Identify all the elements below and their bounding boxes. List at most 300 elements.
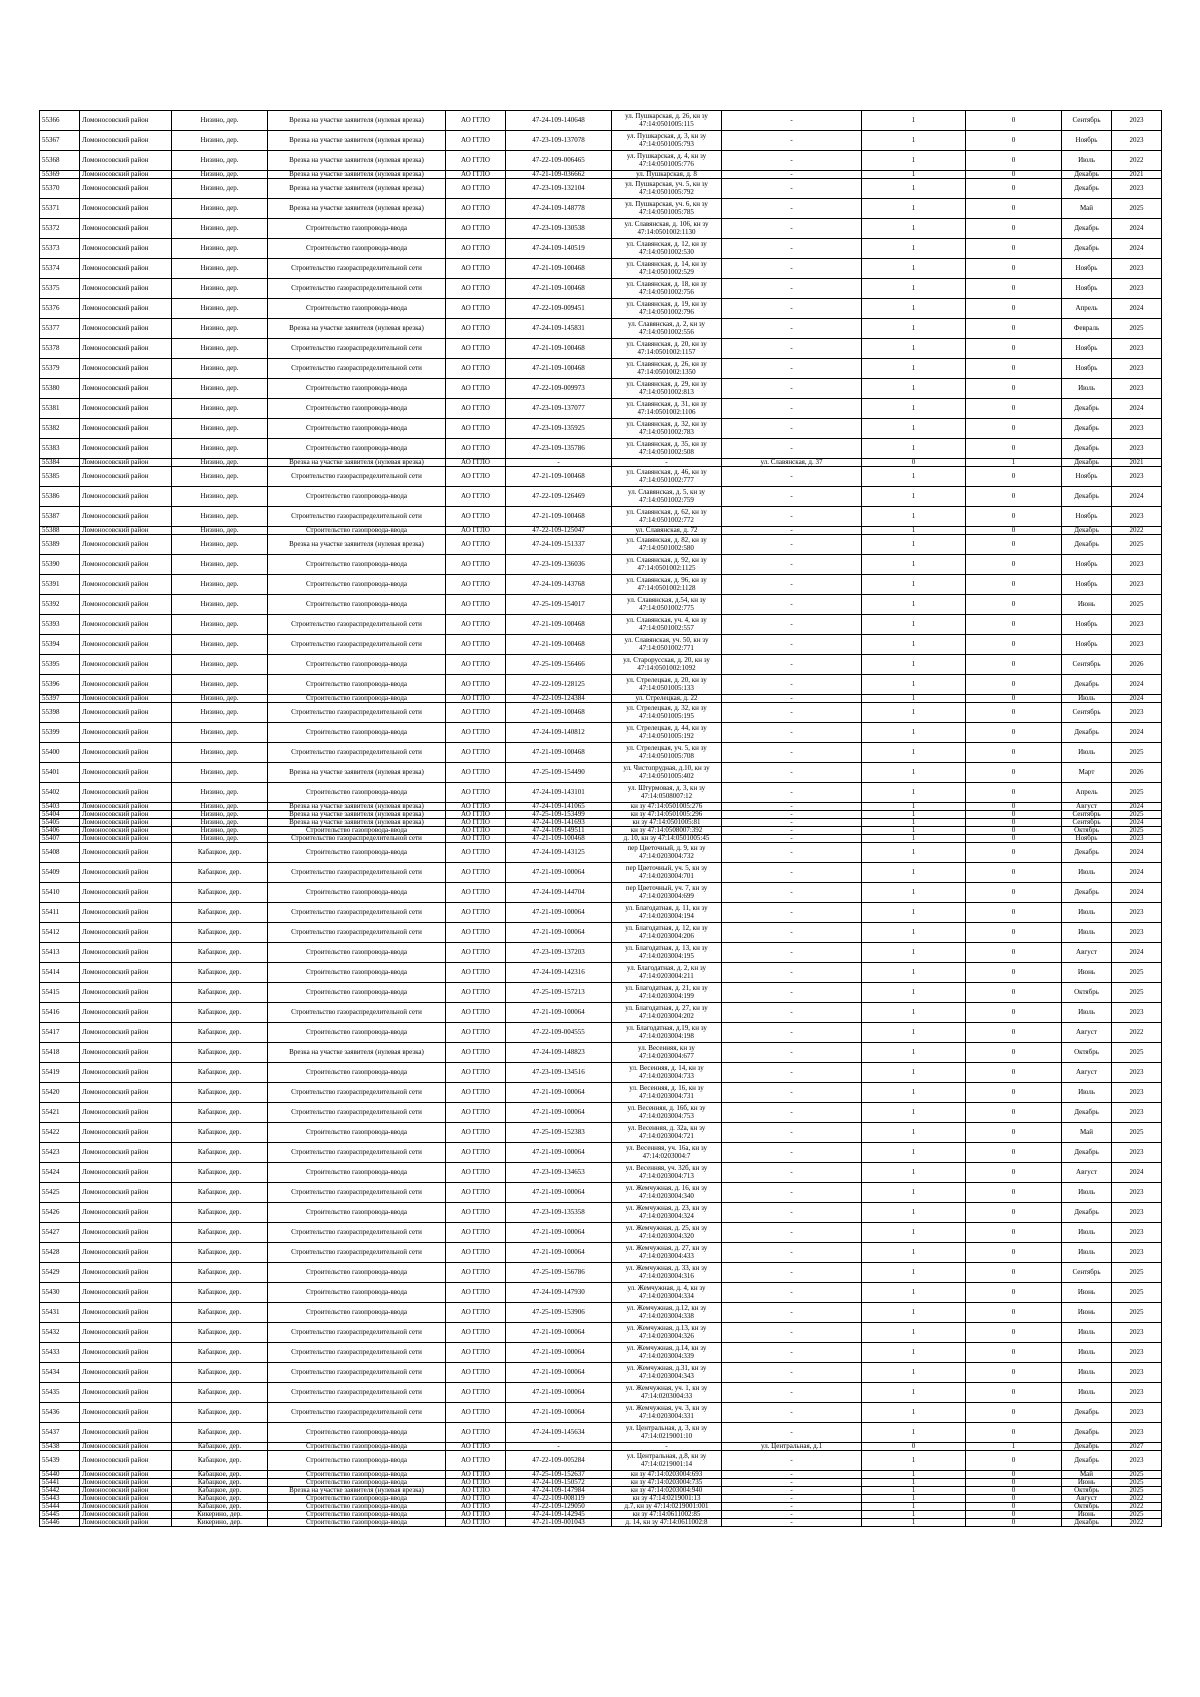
year-cell: 2023	[1112, 923, 1162, 943]
count-unregistered-cell: 0	[966, 379, 1062, 399]
count-registered-cell: 1	[862, 1183, 966, 1203]
settlement-cell: Низино, дер.	[172, 239, 268, 259]
count-unregistered-cell: 0	[966, 419, 1062, 439]
count-registered-cell: 0	[862, 1443, 966, 1451]
row-number-cell: 55432	[40, 1323, 80, 1343]
count-registered-cell: 1	[862, 487, 966, 507]
table-row	[40, 1495, 1162, 1503]
address-unregistered-cell: -	[722, 535, 862, 555]
month-cell: Декабрь	[1062, 527, 1112, 535]
application-number-cell: 47-21-109-100064	[506, 1243, 612, 1263]
work-type-cell: Строительство газопровода-ввода	[268, 1203, 446, 1223]
row-number-cell: 55442	[40, 1487, 80, 1495]
month-cell: Декабрь	[1062, 675, 1112, 695]
year-cell: 2024	[1112, 299, 1162, 319]
work-type-cell: Врезка на участке заявителя (нулевая врезка)	[268, 111, 446, 131]
district-cell: Ломоносовский район	[80, 199, 172, 219]
work-type-cell: Строительство газопровода-ввода	[268, 1519, 446, 1527]
table-row	[40, 379, 1162, 399]
year-cell: 2025	[1112, 983, 1162, 1003]
count-registered-cell: 1	[862, 1487, 966, 1495]
application-number-cell: 47-23-109-135925	[506, 419, 612, 439]
application-number-cell: 47-24-109-142945	[506, 1511, 612, 1519]
row-number-cell: 55422	[40, 1123, 80, 1143]
district-cell: Ломоносовский район	[80, 1511, 172, 1519]
table-row	[40, 1143, 1162, 1163]
table-row	[40, 811, 1162, 819]
month-cell: Ноябрь	[1062, 467, 1112, 487]
work-type-cell: Врезка на участке заявителя (нулевая врезка)	[268, 179, 446, 199]
row-number-cell: 55367	[40, 131, 80, 151]
month-cell: Август	[1062, 1495, 1112, 1503]
row-number-cell: 55415	[40, 983, 80, 1003]
work-type-cell: Строительство газораспределительной сети	[268, 1003, 446, 1023]
application-number-cell: 47-23-109-137077	[506, 399, 612, 419]
address-unregistered-cell: ул. Славянская, д. 37	[722, 459, 862, 467]
address-unregistered-cell: -	[722, 507, 862, 527]
address-unregistered-cell: -	[722, 419, 862, 439]
organization-cell: АО ГГЛО	[446, 527, 506, 535]
count-unregistered-cell: 0	[966, 1511, 1062, 1519]
count-registered-cell: 1	[862, 1203, 966, 1223]
row-number-cell: 55416	[40, 1003, 80, 1023]
table-row	[40, 467, 1162, 487]
month-cell: Ноябрь	[1062, 507, 1112, 527]
address-unregistered-cell: -	[722, 1503, 862, 1511]
organization-cell: АО ГГЛО	[446, 1323, 506, 1343]
month-cell: Август	[1062, 943, 1112, 963]
application-number-cell: 47-23-109-130538	[506, 219, 612, 239]
year-cell: 2023	[1112, 1343, 1162, 1363]
address-cell: ул. Жемчужная, д.14, кн зу 47:14:0203004:339	[612, 1343, 722, 1363]
year-cell: 2023	[1112, 1143, 1162, 1163]
organization-cell: АО ГГЛО	[446, 883, 506, 903]
month-cell: Ноябрь	[1062, 835, 1112, 843]
count-unregistered-cell: 1	[966, 1443, 1062, 1451]
organization-cell: АО ГГЛО	[446, 199, 506, 219]
address-cell: ул. Жемчужная, уч. 1, кн зу 47:14:0203004:33	[612, 1383, 722, 1403]
application-number-cell: 47-21-109-100064	[506, 1223, 612, 1243]
organization-cell: АО ГГЛО	[446, 459, 506, 467]
organization-cell: АО ГГЛО	[446, 903, 506, 923]
year-cell: 2024	[1112, 239, 1162, 259]
count-unregistered-cell: 0	[966, 783, 1062, 803]
organization-cell: АО ГГЛО	[446, 1503, 506, 1511]
count-registered-cell: 1	[862, 843, 966, 863]
work-type-cell: Строительство газораспределительной сети	[268, 339, 446, 359]
count-registered-cell: 1	[862, 1343, 966, 1363]
application-number-cell: 47-21-109-100064	[506, 923, 612, 943]
table-row	[40, 1471, 1162, 1479]
count-registered-cell: 1	[862, 655, 966, 675]
address-cell: ул. Жемчужная, д. 23, кн зу 47:14:0203004:324	[612, 1203, 722, 1223]
count-registered-cell: 1	[862, 1143, 966, 1163]
address-unregistered-cell: -	[722, 1343, 862, 1363]
count-registered-cell: 1	[862, 1003, 966, 1023]
organization-cell: АО ГГЛО	[446, 239, 506, 259]
table-row	[40, 1203, 1162, 1223]
count-unregistered-cell: 0	[966, 239, 1062, 259]
year-cell: 2023	[1112, 555, 1162, 575]
month-cell: Ноябрь	[1062, 575, 1112, 595]
row-number-cell: 55377	[40, 319, 80, 339]
count-unregistered-cell: 0	[966, 883, 1062, 903]
settlement-cell: Кабацкое, дер.	[172, 1471, 268, 1479]
count-registered-cell: 1	[862, 575, 966, 595]
address-unregistered-cell: -	[722, 1363, 862, 1383]
month-cell: Июль	[1062, 1243, 1112, 1263]
work-type-cell: Строительство газопровода-ввода	[268, 1471, 446, 1479]
month-cell: Июль	[1062, 923, 1112, 943]
year-cell: 2023	[1112, 635, 1162, 655]
address-cell: ул. Благодатная, д. 27, кн зу 47:14:0203004:202	[612, 1003, 722, 1023]
count-unregistered-cell: 0	[966, 1243, 1062, 1263]
address-cell: ул. Жемчужная, д. 27, кн зу 47:14:0203004:433	[612, 1243, 722, 1263]
count-registered-cell: 1	[862, 151, 966, 171]
year-cell: 2023	[1112, 507, 1162, 527]
count-registered-cell: 1	[862, 1223, 966, 1243]
organization-cell: АО ГГЛО	[446, 827, 506, 835]
row-number-cell: 55388	[40, 527, 80, 535]
month-cell: Декабрь	[1062, 171, 1112, 179]
table-row	[40, 319, 1162, 339]
month-cell: Март	[1062, 763, 1112, 783]
address-unregistered-cell: -	[722, 723, 862, 743]
application-number-cell: 47-23-109-135786	[506, 439, 612, 459]
district-cell: Ломоносовский район	[80, 1263, 172, 1283]
month-cell: Июнь	[1062, 1283, 1112, 1303]
settlement-cell: Кабацкое, дер.	[172, 883, 268, 903]
address-cell: ул. Весенняя, д. 14, кн зу 47:14:0203004:733	[612, 1063, 722, 1083]
row-number-cell: 55430	[40, 1283, 80, 1303]
year-cell: 2023	[1112, 259, 1162, 279]
count-registered-cell: 1	[862, 379, 966, 399]
address-cell: кн зу 47:14:0501005:81	[612, 819, 722, 827]
address-cell: ул. Славянская, уч. 4, кн зу 47:14:0501002:557	[612, 615, 722, 635]
table-row	[40, 1487, 1162, 1495]
work-type-cell: Строительство газопровода-ввода	[268, 1511, 446, 1519]
table-row	[40, 1063, 1162, 1083]
count-registered-cell: 1	[862, 943, 966, 963]
settlement-cell: Кабацкое, дер.	[172, 1203, 268, 1223]
district-cell: Ломоносовский район	[80, 111, 172, 131]
row-number-cell: 55398	[40, 703, 80, 723]
address-unregistered-cell: -	[722, 763, 862, 783]
work-type-cell: Строительство газопровода-ввода	[268, 555, 446, 575]
month-cell: Июнь	[1062, 1511, 1112, 1519]
address-unregistered-cell: -	[722, 863, 862, 883]
address-unregistered-cell: -	[722, 487, 862, 507]
count-registered-cell: 1	[862, 803, 966, 811]
application-number-cell: 47-21-109-100468	[506, 615, 612, 635]
application-number-cell: 47-24-109-148823	[506, 1043, 612, 1063]
address-cell: ул. Славянская, д. 62, кн зу 47:14:0501002:772	[612, 507, 722, 527]
organization-cell: АО ГГЛО	[446, 339, 506, 359]
work-type-cell: Строительство газораспределительной сети	[268, 1183, 446, 1203]
application-number-cell: 47-21-109-001043	[506, 1519, 612, 1527]
table-row	[40, 743, 1162, 763]
application-number-cell: 47-25-109-152637	[506, 1471, 612, 1479]
month-cell: Сентябрь	[1062, 811, 1112, 819]
organization-cell: АО ГГЛО	[446, 703, 506, 723]
settlement-cell: Кабацкое, дер.	[172, 1163, 268, 1183]
work-type-cell: Строительство газораспределительной сети	[268, 1143, 446, 1163]
address-cell: ул. Весенняя, д. 16, кн зу 47:14:0203004:731	[612, 1083, 722, 1103]
month-cell: Июль	[1062, 1323, 1112, 1343]
month-cell: Июнь	[1062, 1479, 1112, 1487]
count-unregistered-cell: 0	[966, 507, 1062, 527]
table-row	[40, 487, 1162, 507]
year-cell: 2024	[1112, 723, 1162, 743]
work-type-cell: Строительство газораспределительной сети	[268, 1383, 446, 1403]
row-number-cell: 55385	[40, 467, 80, 487]
count-unregistered-cell: 0	[966, 279, 1062, 299]
row-number-cell: 55379	[40, 359, 80, 379]
organization-cell: АО ГГЛО	[446, 299, 506, 319]
settlement-cell: Низино, дер.	[172, 615, 268, 635]
district-cell: Ломоносовский район	[80, 783, 172, 803]
application-number-cell: 47-21-109-100064	[506, 1143, 612, 1163]
address-cell: ул. Староруcская, д. 20, кн зу 47:14:0501002:1092	[612, 655, 722, 675]
row-number-cell: 55441	[40, 1479, 80, 1487]
address-unregistered-cell: -	[722, 1511, 862, 1519]
organization-cell: АО ГГЛО	[446, 1451, 506, 1471]
year-cell: 2026	[1112, 655, 1162, 675]
table-row	[40, 1511, 1162, 1519]
settlement-cell: Кабацкое, дер.	[172, 1123, 268, 1143]
table-row	[40, 963, 1162, 983]
address-cell: ул. Жемчужная, д. 33, кн зу 47:14:0203004:316	[612, 1263, 722, 1283]
settlement-cell: Низино, дер.	[172, 575, 268, 595]
address-cell: ул. Пушкарская, д. 8	[612, 171, 722, 179]
count-unregistered-cell: 0	[966, 595, 1062, 615]
work-type-cell: Врезка на участке заявителя (нулевая врезка)	[268, 819, 446, 827]
row-number-cell: 55391	[40, 575, 80, 595]
table-row	[40, 655, 1162, 675]
year-cell: 2026	[1112, 763, 1162, 783]
address-unregistered-cell: -	[722, 819, 862, 827]
application-number-cell: 47-22-109-128125	[506, 675, 612, 695]
organization-cell: АО ГГЛО	[446, 1243, 506, 1263]
address-cell: ул. Славянская, д. 92, кн зу 47:14:0501002:1125	[612, 555, 722, 575]
district-cell: Ломоносовский район	[80, 507, 172, 527]
address-cell: ул. Весенняя, д. 32а, кн зу 47:14:0203004:721	[612, 1123, 722, 1143]
table-row	[40, 219, 1162, 239]
work-type-cell: Строительство газопровода-ввода	[268, 219, 446, 239]
district-cell: Ломоносовский район	[80, 1363, 172, 1383]
year-cell: 2024	[1112, 1163, 1162, 1183]
count-unregistered-cell: 0	[966, 1123, 1062, 1143]
table-row	[40, 1163, 1162, 1183]
table-row	[40, 1423, 1162, 1443]
address-unregistered-cell: -	[722, 239, 862, 259]
address-unregistered-cell: -	[722, 1495, 862, 1503]
year-cell: 2023	[1112, 339, 1162, 359]
settlement-cell: Кабацкое, дер.	[172, 923, 268, 943]
table-row	[40, 827, 1162, 835]
row-number-cell: 55404	[40, 811, 80, 819]
address-cell: ул. Славянская, д. 20, кн зу 47:14:0501002:1157	[612, 339, 722, 359]
year-cell: 2023	[1112, 1183, 1162, 1203]
count-unregistered-cell: 0	[966, 923, 1062, 943]
table-row	[40, 279, 1162, 299]
settlement-cell: Кабацкое, дер.	[172, 1495, 268, 1503]
table-row	[40, 863, 1162, 883]
organization-cell: АО ГГЛО	[446, 151, 506, 171]
address-unregistered-cell: -	[722, 783, 862, 803]
row-number-cell: 55436	[40, 1403, 80, 1423]
application-number-cell: -	[506, 1443, 612, 1451]
month-cell: Май	[1062, 1471, 1112, 1479]
application-number-cell: 47-21-109-100064	[506, 1083, 612, 1103]
application-number-cell: 47-22-109-009451	[506, 299, 612, 319]
address-cell: ул. Жемчужная, д.31, кн зу 47:14:0203004:343	[612, 1363, 722, 1383]
district-cell: Ломоносовский район	[80, 1383, 172, 1403]
table-row	[40, 535, 1162, 555]
district-cell: Ломоносовский район	[80, 883, 172, 903]
count-unregistered-cell: 0	[966, 131, 1062, 151]
work-type-cell: Врезка на участке заявителя (нулевая врезка)	[268, 459, 446, 467]
count-registered-cell: 1	[862, 1519, 966, 1527]
address-unregistered-cell: -	[722, 675, 862, 695]
row-number-cell: 55405	[40, 819, 80, 827]
address-unregistered-cell: -	[722, 743, 862, 763]
address-cell: ул. Благодатная, д. 2, кн зу 47:14:0203004:211	[612, 963, 722, 983]
row-number-cell: 55393	[40, 615, 80, 635]
organization-cell: АО ГГЛО	[446, 811, 506, 819]
row-number-cell: 55412	[40, 923, 80, 943]
count-registered-cell: 1	[862, 1363, 966, 1383]
address-cell: ул. Славянская, д. 29, кн зу 47:14:0501002:813	[612, 379, 722, 399]
row-number-cell: 55411	[40, 903, 80, 923]
organization-cell: АО ГГЛО	[446, 319, 506, 339]
count-unregistered-cell: 0	[966, 655, 1062, 675]
month-cell: Ноябрь	[1062, 555, 1112, 575]
count-unregistered-cell: 0	[966, 763, 1062, 783]
settlement-cell: Низино, дер.	[172, 827, 268, 835]
application-number-cell: 47-22-109-004555	[506, 1023, 612, 1043]
district-cell: Ломоносовский район	[80, 1163, 172, 1183]
application-number-cell: 47-25-109-156786	[506, 1263, 612, 1283]
table-row	[40, 1519, 1162, 1527]
row-number-cell: 55366	[40, 111, 80, 131]
count-unregistered-cell: 0	[966, 1451, 1062, 1471]
settlement-cell: Низино, дер.	[172, 655, 268, 675]
year-cell: 2024	[1112, 487, 1162, 507]
row-number-cell: 55395	[40, 655, 80, 675]
month-cell: Июнь	[1062, 595, 1112, 615]
count-unregistered-cell: 0	[966, 843, 1062, 863]
application-number-cell: 47-22-109-125047	[506, 527, 612, 535]
organization-cell: АО ГГЛО	[446, 467, 506, 487]
year-cell: 2023	[1112, 467, 1162, 487]
count-registered-cell: 1	[862, 1511, 966, 1519]
address-cell: ул. Славянская, д. 26, кн зу 47:14:0501002:1350	[612, 359, 722, 379]
address-unregistered-cell: -	[722, 1103, 862, 1123]
count-unregistered-cell: 0	[966, 1283, 1062, 1303]
count-registered-cell: 0	[862, 459, 966, 467]
address-cell: кн зу 47:14:0508007:392	[612, 827, 722, 835]
table-row	[40, 1003, 1162, 1023]
work-type-cell: Строительство газопровода-ввода	[268, 943, 446, 963]
month-cell: Июль	[1062, 379, 1112, 399]
address-cell: ул. Весенняя, уч. 16а, кн зу 47:14:0203004:7	[612, 1143, 722, 1163]
work-type-cell: Врезка на участке заявителя (нулевая врезка)	[268, 319, 446, 339]
organization-cell: АО ГГЛО	[446, 1303, 506, 1323]
address-unregistered-cell: -	[722, 1123, 862, 1143]
address-unregistered-cell: -	[722, 1063, 862, 1083]
settlement-cell: Низино, дер.	[172, 151, 268, 171]
district-cell: Ломоносовский район	[80, 743, 172, 763]
month-cell: Ноябрь	[1062, 635, 1112, 655]
address-unregistered-cell: -	[722, 615, 862, 635]
address-unregistered-cell: -	[722, 131, 862, 151]
application-number-cell: 47-22-109-126469	[506, 487, 612, 507]
month-cell: Ноябрь	[1062, 359, 1112, 379]
settlement-cell: Кабацкое, дер.	[172, 1363, 268, 1383]
settlement-cell: Кабацкое, дер.	[172, 1183, 268, 1203]
table-row	[40, 1103, 1162, 1123]
organization-cell: АО ГГЛО	[446, 1183, 506, 1203]
organization-cell: АО ГГЛО	[446, 835, 506, 843]
organization-cell: АО ГГЛО	[446, 487, 506, 507]
address-unregistered-cell: -	[722, 527, 862, 535]
table-row	[40, 763, 1162, 783]
organization-cell: АО ГГЛО	[446, 1511, 506, 1519]
address-unregistered-cell: -	[722, 1423, 862, 1443]
address-unregistered-cell: -	[722, 943, 862, 963]
count-registered-cell: 1	[862, 963, 966, 983]
address-unregistered-cell: -	[722, 843, 862, 863]
work-type-cell: Строительство газораспределительной сети	[268, 1083, 446, 1103]
count-unregistered-cell: 0	[966, 1519, 1062, 1527]
district-cell: Ломоносовский район	[80, 319, 172, 339]
application-number-cell: 47-22-109-124384	[506, 695, 612, 703]
organization-cell: АО ГГЛО	[446, 595, 506, 615]
count-unregistered-cell: 0	[966, 743, 1062, 763]
district-cell: Ломоносовский район	[80, 1471, 172, 1479]
work-type-cell: Строительство газопровода-ввода	[268, 379, 446, 399]
month-cell: Декабрь	[1062, 459, 1112, 467]
year-cell: 2022	[1112, 151, 1162, 171]
year-cell: 2021	[1112, 459, 1162, 467]
application-number-cell: 47-25-109-153499	[506, 811, 612, 819]
application-number-cell: 47-24-109-140519	[506, 239, 612, 259]
month-cell: Ноябрь	[1062, 339, 1112, 359]
settlement-cell: Низино, дер.	[172, 219, 268, 239]
count-unregistered-cell: 0	[966, 1003, 1062, 1023]
settlement-cell: Низино, дер.	[172, 763, 268, 783]
application-number-cell: 47-21-109-100064	[506, 1103, 612, 1123]
district-cell: Ломоносовский район	[80, 399, 172, 419]
work-type-cell: Строительство газопровода-ввода	[268, 1023, 446, 1043]
organization-cell: АО ГГЛО	[446, 923, 506, 943]
work-type-cell: Строительство газопровода-ввода	[268, 1123, 446, 1143]
year-cell: 2027	[1112, 1443, 1162, 1451]
year-cell: 2021	[1112, 171, 1162, 179]
count-unregistered-cell: 0	[966, 467, 1062, 487]
count-unregistered-cell: 0	[966, 963, 1062, 983]
settlement-cell: Кабацкое, дер.	[172, 1243, 268, 1263]
district-cell: Ломоносовский район	[80, 1443, 172, 1451]
settlement-cell: Низино, дер.	[172, 595, 268, 615]
year-cell: 2024	[1112, 219, 1162, 239]
count-unregistered-cell: 0	[966, 983, 1062, 1003]
count-unregistered-cell: 0	[966, 863, 1062, 883]
count-unregistered-cell: 0	[966, 319, 1062, 339]
application-number-cell: 47-24-109-145831	[506, 319, 612, 339]
organization-cell: АО ГГЛО	[446, 943, 506, 963]
